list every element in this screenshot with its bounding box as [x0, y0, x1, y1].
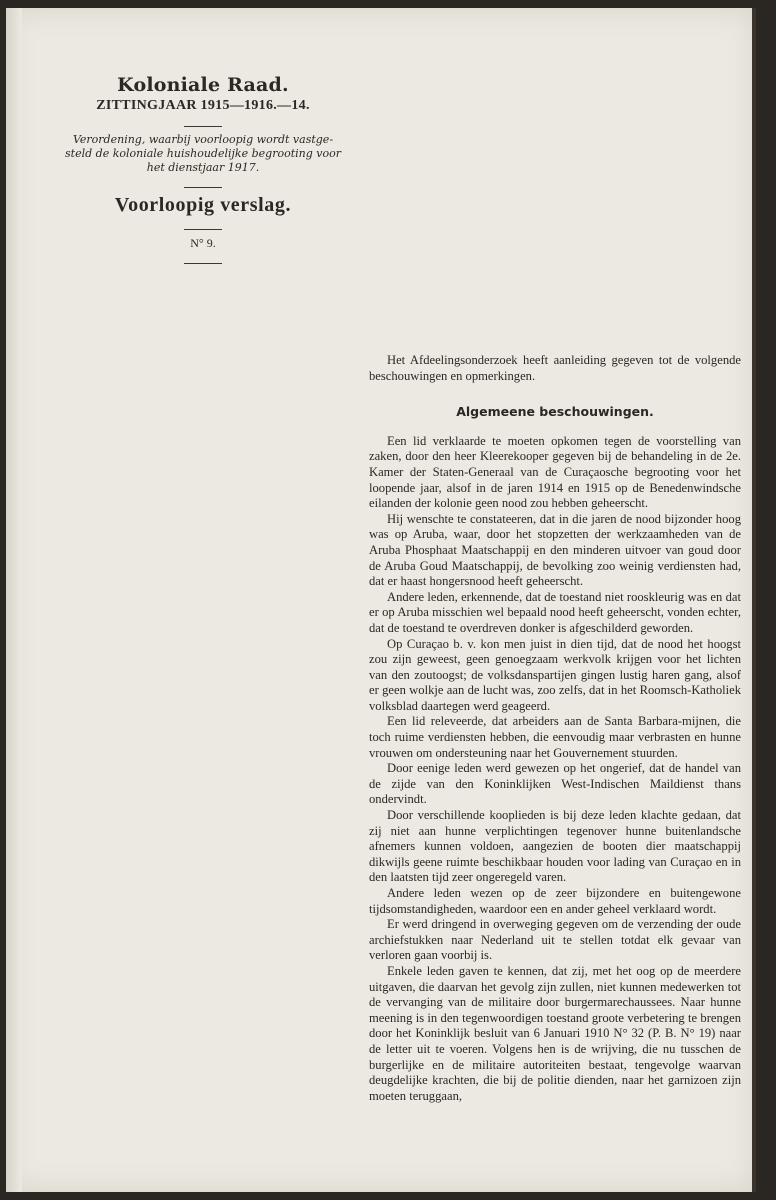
intro-paragraph: Het Afdeelingsonderzoek heeft aanleiding gegeven tot de volgende beschouwingen en opmerkingen. — [369, 353, 741, 383]
body-paragraph: Op Curaçao b. v. kon men juist in dien tijd, dat de nood het hoogst zou zijn geweest, geen genoegzaam werkvolk krijgen voor het lichten van den zoutoogst; de volksdanspartijen gingen lustig haren gang, alsof er geen wolkje aan de lucht was, zoo zelfs, dat in het Roomsch-Katholiek volksblad daartegen werd geageerd. — [369, 636, 741, 713]
session-year: ZITTINGJAAR 1915—1916.—14. — [96, 98, 310, 113]
body-paragraph: Er werd dringend in overweging gegeven om de verzending der oude archiefstukken naar Nederland uit te stellen totdat elk gevaar van verloren gaan voorbij is. — [369, 917, 741, 963]
divider-rule — [184, 126, 222, 127]
body-paragraph: Een lid verklaarde te moeten opkomen tegen de voorstelling van zaken, door den heer Kleerekooper gegeven bij de behandeling in de 2e. Kamer der Staten-Generaal van de Curaçaosche begrooting voor het loopende jaar, alsof in de jaren 1914 en 1915 op de Benedenwindsche eilanden der kolonie geen nood zou hebben geheerscht. — [369, 433, 741, 511]
body-paragraph: Hij wenschte te constateeren, dat in die jaren de nood bijzonder hoog was op Aruba, waar, door het stopzetten der werkzaamheden van de Aruba Phosphaat Maatschappij en den minderen uitvoer van goud door de Aruba Goud Maatschappij, de bevolking zoo weinig verdiensten had, dat er haast hongersnood heeft geheerscht. — [369, 511, 741, 589]
document-number: N° 9. — [190, 236, 216, 250]
ordinance-description: Verordening, waarbij voorloopig wordt vastgesteld de koloniale huishoudelijke begrooting voor het dienstjaar 1917. — [65, 133, 341, 174]
body-column — [369, 353, 741, 1104]
divider-rule — [184, 229, 222, 230]
body-paragraph: Andere leden wezen op de zeer bijzondere en buitengewone tijdsomstandigheden, waardoor een en ander geheel verklaard wordt. — [369, 886, 741, 916]
divider-rule — [184, 263, 222, 264]
body-paragraph: Een lid releveerde, dat arbeiders aan de Santa Barbara-mijnen, die toch ruime verdiensten hebben, die eenvoudig maar verbrasten en hunne vrouwen om ondersteuning naar het Gouvernement stuurden. — [369, 714, 741, 760]
document-page — [6, 8, 756, 1192]
body-paragraph: Enkele leden gaven te kennen, dat zij, met het oog op de meerdere uitgaven, die daarvan het gevolg zijn zullen, niet kunnen medewerken tot de vervanging van de militaire door burgermarechaussees. Naar hunne meening is in den tegenwoordigen toestand groote verbetering te brengen door het Koninklijk besluit van 6 Januari 1910 N° 32 (P. B. N° 19) naar de letter uit te voeren. Volgens hen is de wrijving, die nu tusschen de burgerlijke en de militaire autoriteiten bestaat, tengevolge waarvan deugdelijke krachten, die bij de politie dienden, naar het garnizoen zijn moeten teruggaan, — [369, 963, 741, 1103]
body-paragraph: Door eenige leden werd gewezen op het ongerief, dat de handel van de zijde van den Koninklijken West-Indischen Maildienst thans ondervindt. — [369, 761, 741, 807]
council-title: Koloniale Raad. — [117, 74, 289, 96]
masthead — [58, 74, 348, 270]
section-heading: Algemeene beschouwingen. — [456, 404, 654, 420]
page-right-edge — [752, 8, 756, 1192]
report-title: Voorloopig verslag. — [114, 194, 292, 216]
body-paragraph: Andere leden, erkennende, dat de toestand niet rooskleurig was en dat er op Aruba misschien wel bepaald nood heeft geheerscht, vonden echter, dat de toestand te overdreven donker is afgeschilderd geworden. — [369, 589, 741, 635]
divider-rule — [184, 187, 222, 188]
body-paragraph: Door verschillende kooplieden is bij deze leden klachte gedaan, dat zij niet aan hunne verplichtingen tegenover hunne buitenlandsche afnemers kunnen voldoen, aangezien de booten dier maatschappij dikwijls geene ruimte beschikbaar houden voor lading van Curaçao en in den laatsten tijd zeer ongeregeld varen. — [369, 808, 741, 885]
page-binding-shadow — [6, 8, 22, 1192]
